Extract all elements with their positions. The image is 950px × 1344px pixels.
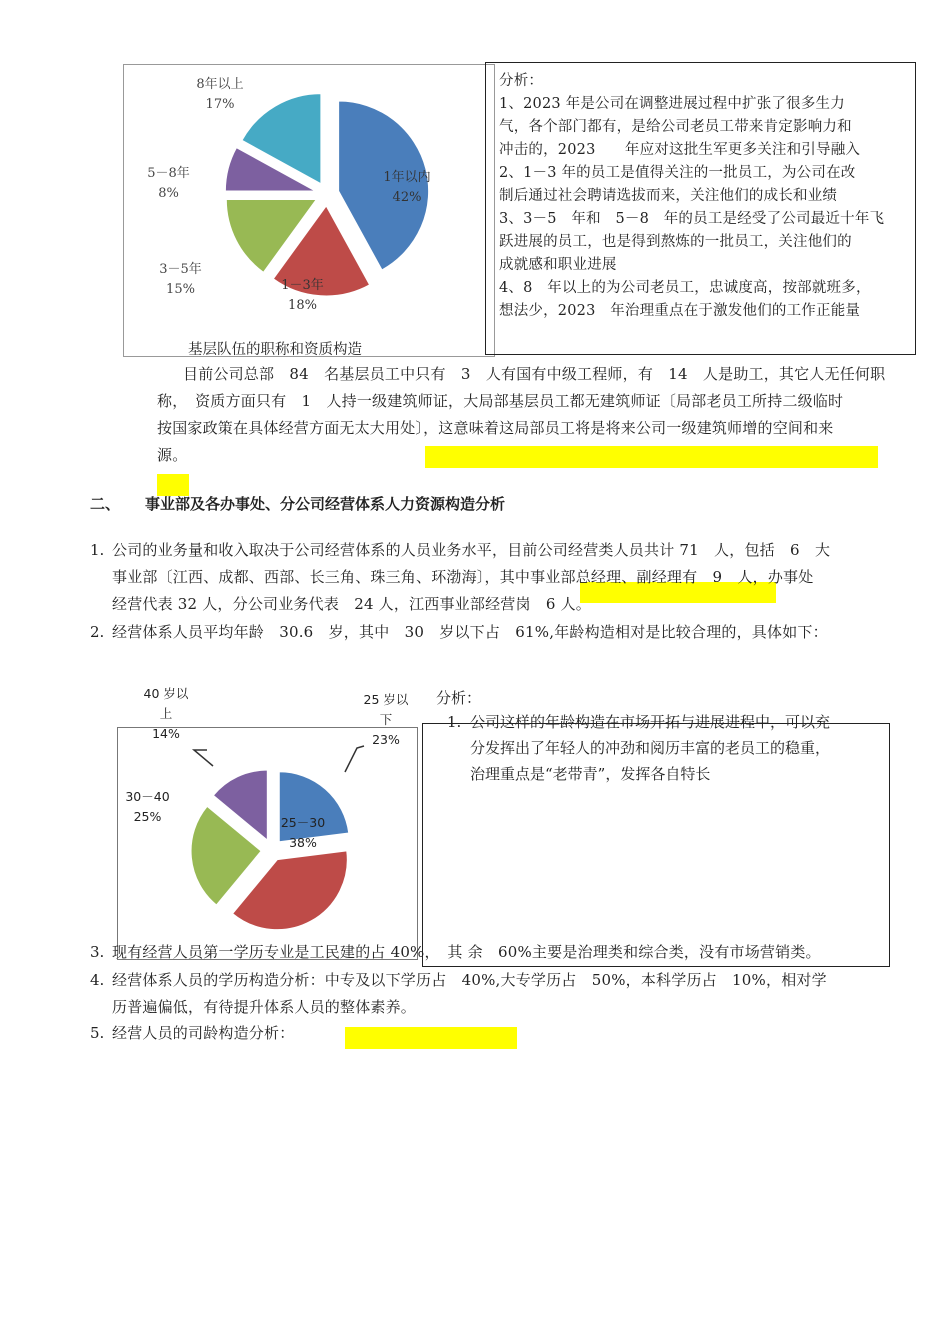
list-item-1-line: 经营代表 32 人，分公司业务代表 24 人，江西事业部经营岗 6 人。	[112, 595, 591, 613]
analysis-1-line: 2、1－3 年的员工是值得关注的一批员工，为公司在改	[499, 165, 856, 181]
analysis-1-line: 1、2023 年是公司在调整进展过程中扩张了很多生力	[499, 96, 845, 112]
section-2-title: 事业部及各办事处、分公司经营体系人力资源构造分析	[145, 495, 506, 513]
pie2-label-2-value: 25%	[133, 809, 162, 824]
pie1-label-3	[131, 164, 206, 204]
list-item-3-number: 3.	[90, 943, 105, 961]
list-item-2	[112, 619, 882, 646]
pie-chart-1-title: 基层队伍的职称和资质构造	[188, 342, 362, 358]
section-2-number: 二、	[90, 495, 121, 513]
analysis-1-line: 气，各个部门都有，是给公司老员工带来肯定影响力和	[499, 119, 852, 135]
pie2-label-1-name: 25－30	[280, 815, 326, 830]
list-item-4-line: 历普遍偏低，有待提升体系人员的整体素养。	[112, 998, 417, 1016]
pie1-label-4-value: 17%	[205, 97, 235, 112]
paragraph-1	[157, 361, 897, 469]
analysis-1-title: 分析：	[499, 73, 544, 89]
pie1-label-0-name: 1年以内	[383, 170, 431, 185]
pie1-label-3-name: 5－8年	[147, 166, 190, 181]
analysis-1-line: 制后通过社会聘请选拔而来，关注他们的成长和业绩	[499, 188, 838, 204]
pie2-leader-3	[194, 750, 213, 766]
analysis-2-line: 治理重点是“老带青”，发挥各自特长	[470, 765, 711, 783]
analysis-1-text	[499, 70, 911, 323]
pie2-label-0-name: 25 岁以下	[363, 692, 409, 727]
analysis-1-line: 成就感和职业进展	[499, 257, 617, 273]
paragraph-1-line: 源。	[157, 446, 188, 464]
pie1-label-1-value: 18%	[288, 298, 317, 313]
paragraph-1-line: 称， 资质方面只有 1 人持一级建筑师证，大局部基层员工都无建筑师证〔局部老员工所持二级临时	[157, 392, 844, 410]
list-item-3	[112, 939, 882, 966]
pie2-label-0-value: 23%	[372, 732, 400, 747]
list-item-5	[112, 1020, 882, 1047]
paragraph-1-line: 按国家政策在具体经营方面无太大用处〕，这意味着这局部员工将是将来公司一级建筑师增的空间和来	[157, 419, 834, 437]
pie2-label-0	[360, 690, 412, 750]
list-item-1-number: 1.	[90, 541, 105, 559]
pie1-label-2-value: 15%	[166, 282, 195, 297]
pie1-label-4	[180, 75, 260, 115]
analysis-2-title: 分析：	[436, 689, 482, 707]
pie2-label-1	[268, 813, 338, 853]
analysis-1-line: 冲击的，2023 年应对这批生军更多关注和引导融入	[499, 142, 861, 158]
list-item-4-number: 4.	[90, 971, 105, 989]
pie1-label-1-name: 1－3年	[281, 278, 324, 293]
pie1-label-2-name: 3－5年	[159, 262, 202, 277]
list-item-4-line: 经营体系人员的学历构造分析：中专及以下学历占 40%,大专学历占 50%，本科学历占 10%，相对学	[112, 971, 827, 989]
list-item-2-number: 2.	[90, 623, 105, 641]
pie1-label-0	[362, 168, 452, 208]
pie1-label-2	[143, 260, 218, 300]
list-item-1-line: 公司的业务量和收入取决于公司经营体系的人员业务水平，目前公司经营类人员共计 71 人，包括 6 大	[112, 541, 831, 559]
analysis-1-line: 4、8 年以上的为公司老员工，忠诚度高，按部就班多，	[499, 280, 871, 296]
pie2-label-2-name: 30－40	[125, 789, 170, 804]
analysis-2-number: 1.	[447, 713, 462, 731]
analysis-1-line: 3、3－5 年和 5－8 年的员工是经受了公司最近十年飞	[499, 211, 885, 227]
analysis-2-line: 分发挥出了年轻人的冲劲和阅历丰富的老员工的稳重，	[470, 739, 831, 757]
list-item-5-number: 5.	[90, 1024, 105, 1042]
pie2-label-1-value: 38%	[289, 835, 317, 850]
pie1-label-0-value: 42%	[392, 190, 422, 205]
list-item-1-line: 事业部〔江西、成都、西部、长三角、珠三角、环渤海〕，其中事业部总经理、副经理有 9 人，办事处	[112, 568, 814, 586]
list-item-4	[112, 967, 882, 1021]
pie2-label-3	[140, 684, 192, 744]
pie2-label-2	[115, 787, 180, 827]
analysis-2-line: 公司这样的年龄构造在市场开拓与进展进程中，可以充	[470, 713, 831, 731]
list-item-3-line: 现有经营人员第一学历专业是工民建的占 40%， 其 余 60%主要是治理类和综合类，没有市场营销类。	[112, 943, 821, 961]
list-item-5-line: 经营人员的司龄构造分析：	[112, 1024, 295, 1042]
pie2-label-3-value: 14%	[152, 726, 180, 741]
paragraph-1-line: 目前公司总部 84 名基层员工中只有 3 人有国有中级工程师，有 14 人是助工，其它人无任何职	[183, 365, 886, 383]
pie1-label-1	[265, 276, 340, 316]
pie1-label-4-name: 8年以上	[196, 77, 244, 92]
pie1-label-3-value: 8%	[158, 186, 179, 201]
list-item-2-line: 经营体系人员平均年龄 30.6 岁，其中 30 岁以下占 61%,年龄构造相对是比较合理的，具体如下：	[112, 623, 828, 641]
analysis-1-line: 跃进展的员工，也是得到熬炼的一批员工，关注他们的	[499, 234, 852, 250]
analysis-1-line: 想法少，2023 年治理重点在于激发他们的工作正能量	[499, 303, 861, 319]
pie2-label-3-name: 40 岁以上	[143, 686, 189, 721]
list-item-1	[112, 537, 882, 618]
analysis-2-text	[470, 709, 890, 787]
